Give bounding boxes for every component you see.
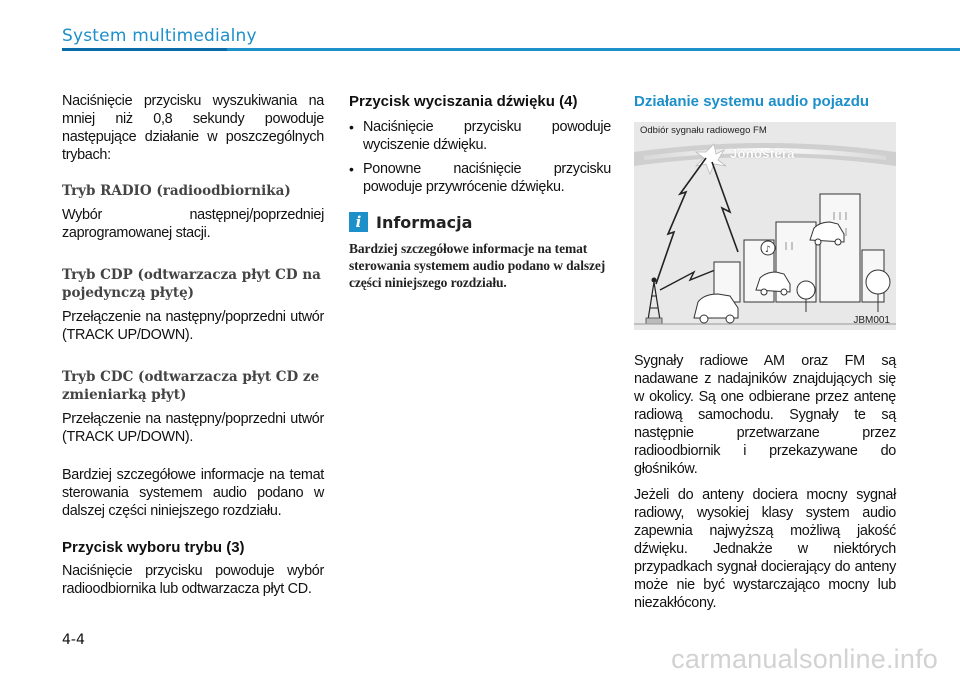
info-title: Informacja	[376, 212, 473, 232]
mode-button-text: Naciśnięcie przycisku powoduje wybór radioodbiornika lub odtwarzacza płyt CD.	[62, 563, 324, 597]
info-text: Bardziej szczegółowe informacje na temat sterowania systemem audio podano w dalszej części niniejszego rozdziału.	[349, 241, 606, 290]
page-number: 4-4	[62, 632, 85, 648]
audio-paragraph-1: Sygnały radiowe AM oraz FM są nadawane z nadajników znajdujących się w okolicy. Są one odbierane przez antenę radiową samochodu. Sygnały te są następnie przetwarzane przez radioodbiornik i przekazywane do głośników.	[634, 353, 896, 477]
fm-reception-illustration	[634, 122, 896, 330]
mode-button-heading: Przycisk wyboru trybu (3)	[62, 539, 245, 556]
cdp-mode-text: Przełączenie na następny/poprzedni utwór (TRACK UP/DOWN).	[62, 309, 324, 343]
cdc-mode-text: Przełączenie na następny/poprzedni utwór (TRACK UP/DOWN).	[62, 411, 324, 445]
cdc-mode-heading: Tryb CDC (odtwarzacza płyt CD ze zmieniarką płyt)	[62, 369, 320, 403]
info-box-header	[349, 212, 611, 232]
ionosphere-label: Jonosfera	[730, 146, 795, 161]
signal-path-up	[656, 158, 706, 284]
section-title: System multimedialny	[62, 26, 257, 46]
audio-system-heading: Działanie systemu audio pojazdu	[634, 93, 870, 110]
radio-mode-heading: Tryb RADIO (radioodbiornika)	[62, 183, 291, 199]
column-left	[62, 92, 324, 598]
figure-caption: Odbiór sygnału radiowego FM	[640, 125, 767, 136]
info-icon: i	[349, 212, 368, 232]
header-divider-accent	[62, 48, 227, 51]
mute-bullet-list	[349, 118, 611, 196]
figure-code: JBM001	[853, 315, 890, 326]
watermark: carmanualsonline.info	[671, 644, 938, 674]
radio-mode-text: Wybór następnej/poprzedniej zaprogramowanej stacji.	[62, 207, 324, 241]
music-note-bubble	[761, 241, 775, 255]
column-middle	[349, 92, 611, 291]
list-item: • Ponowne naciśnięcie przycisku powoduje przywrócenie dźwięku.	[349, 160, 611, 196]
transmitter-tower	[646, 278, 662, 325]
signal-path-down	[712, 162, 738, 252]
details-paragraph: Bardziej szczegółowe informacje na temat sterowania systemem audio podano w dalszej części niniejszego rozdziału.	[62, 467, 324, 519]
audio-paragraph-2: Jeżeli do anteny dociera mocny sygnał radiowy, wysokiej klasy system audio zapewnia najwyższą możliwą jakość dźwięku. Jednakże w niektórych przypadkach sygnał docierający do anteny może nie być wystarczająco mocny lub niezakłócony.	[634, 487, 896, 611]
list-item: • Naciśnięcie przycisku powoduje wyciszenie dźwięku.	[349, 118, 611, 154]
mute-button-heading: Przycisk wyciszania dźwięku (4)	[349, 93, 578, 110]
svg-text:♪: ♪	[765, 245, 771, 255]
intro-paragraph: Naciśnięcie przycisku wyszukiwania na mniej niż 0,8 sekundy powoduje następujące działanie w poszczególnych trybach:	[62, 93, 324, 163]
cdp-mode-heading: Tryb CDP (odtwarzacza płyt CD na pojedynczą płytę)	[62, 267, 321, 301]
column-right-text	[634, 352, 896, 612]
column-right	[634, 92, 896, 122]
signal-path-direct	[660, 268, 720, 290]
